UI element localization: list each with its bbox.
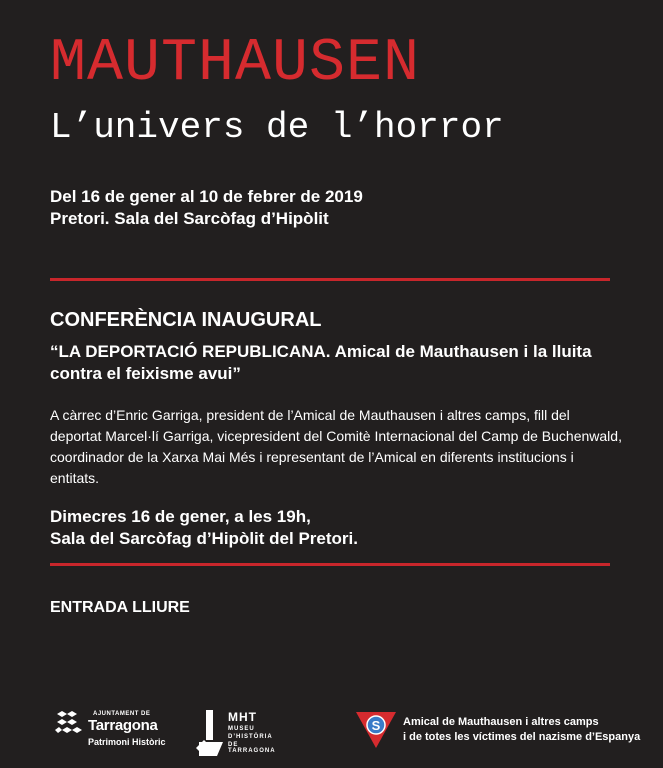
amical-logo-line-2: i de totes les víctimes del nazisme d’Espanya: [403, 731, 641, 743]
mht-logo-name: MHT: [228, 710, 257, 724]
free-entry-label: ENTRADA LLIURE: [50, 599, 190, 616]
exhibition-title: MAUTHAUSEN: [50, 30, 421, 98]
mht-logo-line-3: DE TARRAGONA: [228, 742, 276, 754]
tarragona-logo-name: Tarragona: [88, 717, 158, 734]
mht-logo-line-1: MUSEU: [228, 726, 255, 732]
conference-title: “LA DEPORTACIÓ REPUBLICANA. Amical de Mauthausen i la lluita contra el feixisme avui”: [50, 342, 592, 383]
mht-logo: [196, 708, 286, 760]
tarragona-logo-small: AJUNTAMENT DE: [93, 711, 151, 717]
svg-text:S: S: [371, 718, 381, 733]
exhibition-dates: Del 16 de gener al 10 de febrer de 2019: [50, 187, 363, 206]
exhibition-subtitle: L’univers de l’horror: [50, 107, 504, 148]
exhibition-venue: Pretori. Sala del Sarcòfag d’Hipòlit: [50, 209, 329, 228]
exhibition-info: [50, 186, 363, 230]
amical-logo-line-1: Amical de Mauthausen i altres camps: [403, 716, 599, 728]
amical-triangle-icon: [355, 710, 397, 750]
conference-description: A càrrec d’Enric Garriga, president de l’Amical de Mauthausen i altres camps, fill del deportat Marcel·lí Garriga, vicepresident del Comitè Internacional del Camp de Buchenwald, coordinador de la Xarxa Mai Més i representant de l’Amical en diferents institucions i entitats.: [50, 407, 622, 486]
conference-where: Sala del Sarcòfag d’Hipòlit del Pretori.: [50, 529, 358, 548]
amical-logo: [355, 710, 655, 754]
tarragona-logo: [55, 708, 180, 748]
conference-heading: CONFERÈNCIA INAUGURAL: [50, 309, 322, 331]
mht-logo-icon: [196, 708, 226, 758]
tarragona-logo-sub: Patrimoni Històric: [88, 737, 166, 747]
conference-when: Dimecres 16 de gener, a les 19h,: [50, 507, 311, 526]
tarragona-logo-icon: [55, 710, 83, 736]
mht-logo-line-2: D’HISTÒRIA: [228, 734, 273, 740]
conference-schedule: [50, 506, 358, 550]
divider-top: [50, 278, 610, 281]
divider-bottom: [50, 563, 610, 566]
